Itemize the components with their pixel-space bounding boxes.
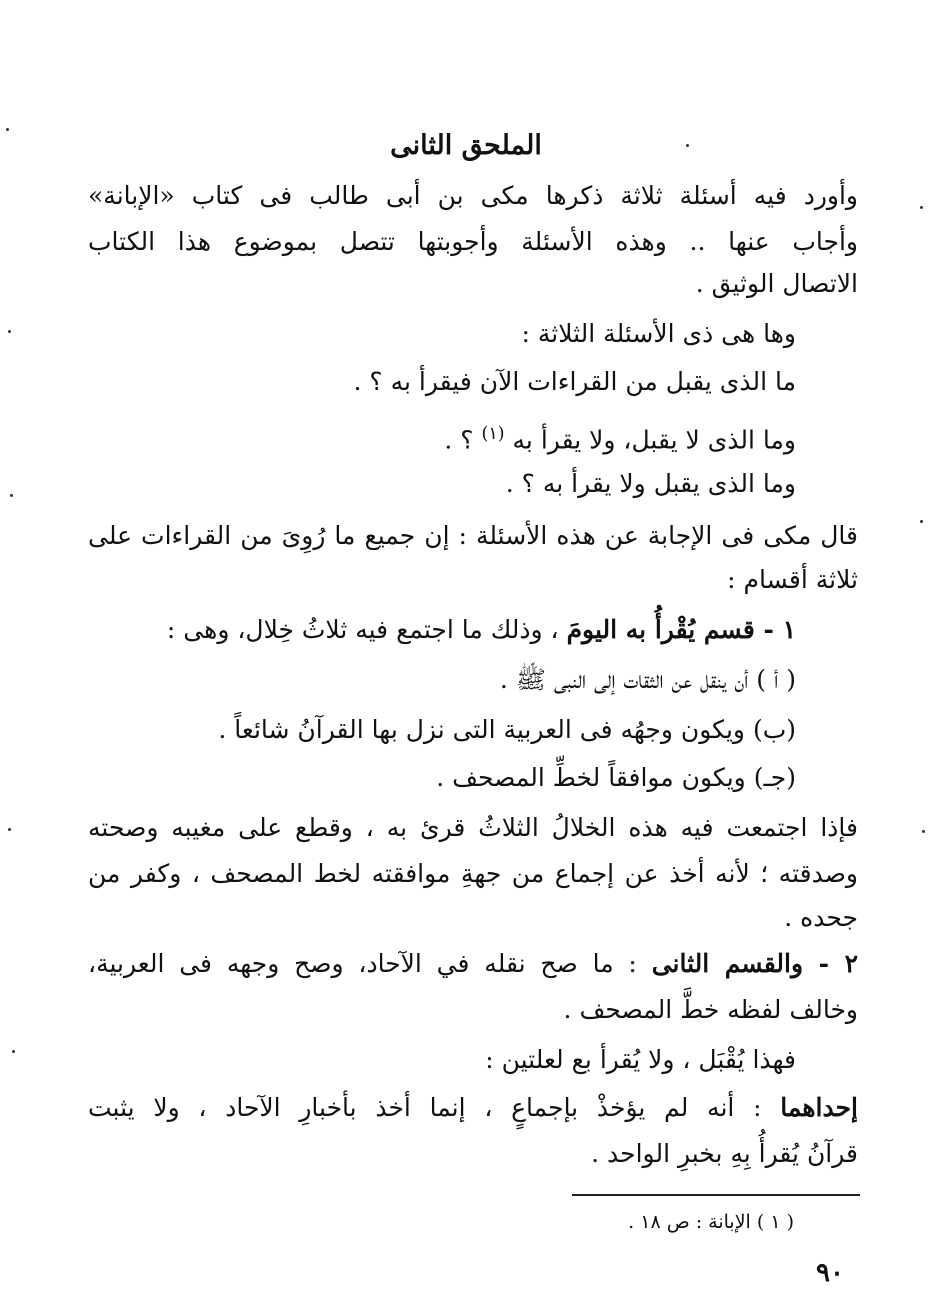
section-heading-line	[167, 612, 796, 648]
first-reason-label: إحداهما	[780, 1093, 859, 1122]
paragraph-line: وها هى ذى الأسئلة الثلاثة :	[521, 319, 796, 348]
footnote: ( ١ ) الإبانة : ص ١٨ .	[628, 1211, 794, 1233]
condition-c: (جـ) ويكون موافقاً لخطِّ المصحف .	[436, 763, 796, 792]
footnote-marker[interactable]: (١)	[481, 424, 505, 444]
scan-speck	[686, 144, 689, 147]
paragraph-line: فإذا اجتمعت فيه هذه الخلالُ الثلاثُ قرئ به ، وقطع على مغيبه وصحته	[88, 813, 858, 842]
paragraph-line: ثلاثة أقسام :	[727, 565, 858, 594]
first-reason-text: : أنه لم يؤخذْ بإجماعٍ ، إنما أخذ بأخبارِ الآحاد ، ولا يثبت	[88, 1093, 762, 1122]
question-line: وما الذى يقبل ولا يقرأ به ؟ .	[505, 469, 796, 498]
question-text: وما الذى لا يقبل، ولا يقرأ به	[512, 425, 796, 455]
section-2-text: : ما صح نقله في الآحاد، وصح وجهه فى العربية،	[88, 949, 637, 978]
paragraph-line: وأجاب عنها .. وهذه الأسئلة وأجوبتها تتصل بموضوع هذا الكتاب	[88, 227, 858, 256]
paragraph-line: قرآنُ يُقرأُ بِهِ بخبرِ الواحد .	[591, 1139, 858, 1168]
question-line: ما الذى يقبل من القراءات الآن فيقرأ به ؟ .	[353, 367, 796, 396]
paragraph-line: جحده .	[784, 903, 858, 932]
scan-speck	[920, 520, 923, 523]
scan-speck	[12, 1050, 15, 1053]
scan-speck	[6, 128, 9, 131]
section-1-heading: ١ - قسم يُقْرأُ به اليومَ	[566, 615, 796, 644]
question-line	[444, 416, 796, 458]
paragraph-line: وأورد فيه أسئلة ثلاثة ذكرها مكى بن أبى طالب فى كتاب «الإبانة»	[88, 181, 858, 210]
paragraph-line: قال مكى فى الإجابة عن هذه الأسئلة : إن جميع ما رُوِىَ من القراءات على	[88, 521, 858, 550]
question-end: ؟ .	[444, 425, 474, 455]
footnote-divider	[572, 1194, 860, 1196]
scan-speck	[8, 330, 11, 333]
paragraph-line: الاتصال الوثيق .	[695, 269, 858, 298]
paragraph-line: وصدقته ؛ لأنه أخذ عن إجماع من جهةِ موافقته لخط المصحف ، وكفر من	[88, 859, 858, 888]
scan-speck	[8, 828, 11, 831]
paragraph-line: فهذا يُقْبَل ، ولا يُقرأ بع لعلتين :	[485, 1045, 796, 1074]
section-2-heading: ٢ - والقسم الثانى	[651, 949, 858, 978]
section-heading-line	[88, 946, 858, 982]
scan-speck	[920, 206, 923, 209]
scan-speck	[922, 830, 925, 833]
paragraph-line	[88, 1090, 858, 1126]
page-title: الملحق الثانى	[390, 130, 542, 161]
condition-a: ( أ ) أن ينقل عن الثقات إلى النبى ﷺ .	[499, 665, 796, 694]
condition-b: (ب) ويكون وجهُه فى العربية التى نزل بها القرآنُ شائعاً .	[218, 715, 796, 744]
section-1-text: ، وذلك ما اجتمع فيه ثلاثُ خِلال، وهى :	[166, 615, 559, 644]
page-number: ٩٠	[816, 1258, 844, 1288]
paragraph-line: وخالف لفظه خطَّ المصحف .	[563, 995, 858, 1024]
scan-speck	[10, 494, 13, 497]
